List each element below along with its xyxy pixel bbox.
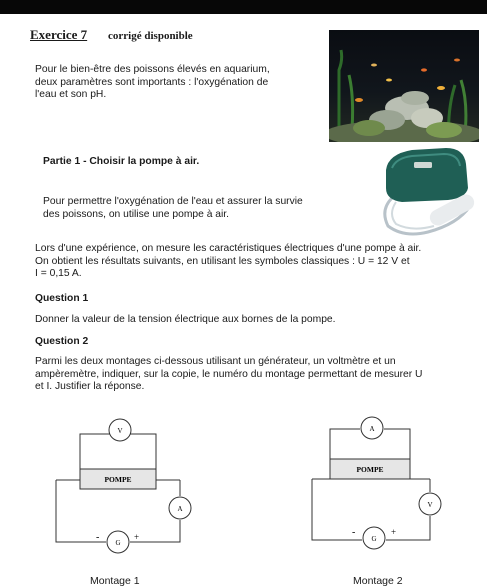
aquarium-photo <box>329 30 479 142</box>
intro-line: Pour le bien-être des poissons élevés en aquarium, <box>35 64 270 75</box>
pump-line: Pour permettre l'oxygénation de l'eau et assurer la survie <box>43 196 303 207</box>
pump-component-label: POMPE <box>104 475 132 484</box>
exercise-subtitle: corrigé disponible <box>108 30 193 42</box>
question1-text: Donner la valeur de la tension électrique aux bornes de la pompe. <box>35 314 336 325</box>
montage-2-caption: Montage 2 <box>353 575 403 587</box>
pump-line: des poissons, on utilise une pompe à air. <box>43 208 230 220</box>
generator-minus: - <box>352 527 356 538</box>
circuit-montage-2 <box>300 414 450 579</box>
voltmeter-label: V <box>427 501 433 509</box>
experiment-line: On obtient les résultats suivants, en utilisant les symboles classiques : U = 12 V et <box>35 255 410 267</box>
experiment-paragraph <box>35 243 421 281</box>
question1-title: Question 1 <box>35 293 89 304</box>
question2-line: et I. Justifier la réponse. <box>35 381 145 393</box>
intro-line: l'eau et son pH. <box>35 89 107 101</box>
voltmeter-label: V <box>117 427 123 435</box>
generator-plus: + <box>391 527 397 537</box>
circuit-montage-1 <box>50 414 200 579</box>
air-pump-photo <box>378 140 487 238</box>
question2-title: Question 2 <box>35 336 89 347</box>
question2-line: Parmi les deux montages ci-dessous utilisant un générateur, un voltmètre et un <box>35 356 396 367</box>
intro-paragraph <box>35 64 270 102</box>
generator-label: G <box>371 535 377 543</box>
top-dark-bar <box>0 0 487 14</box>
ammeter-label: A <box>369 425 375 433</box>
experiment-line: I = 0,15 A. <box>35 268 82 280</box>
generator-minus: - <box>96 532 100 543</box>
intro-line: deux paramètres sont importants : l'oxygénation de <box>35 76 269 88</box>
montage-1-caption: Montage 1 <box>90 575 140 587</box>
montage-2-diagram <box>300 414 450 574</box>
question2-line: ampèremètre, indiquer, sur la copie, le numéro du montage permettant de mesurer U <box>35 368 423 380</box>
generator-label: G <box>115 539 121 547</box>
pump-component-label: POMPE <box>356 465 384 474</box>
montage-1-diagram <box>50 414 200 574</box>
ammeter-label: A <box>177 505 183 513</box>
generator-plus: + <box>134 532 140 542</box>
part1-title: Partie 1 - Choisir la pompe à air. <box>43 156 200 167</box>
question2-paragraph <box>35 356 422 394</box>
exercise-title: Exercice 7 <box>30 27 88 42</box>
pump-paragraph <box>43 196 303 221</box>
experiment-line: Lors d'une expérience, on mesure les caractéristiques électriques d'une pompe à air. <box>35 243 422 254</box>
